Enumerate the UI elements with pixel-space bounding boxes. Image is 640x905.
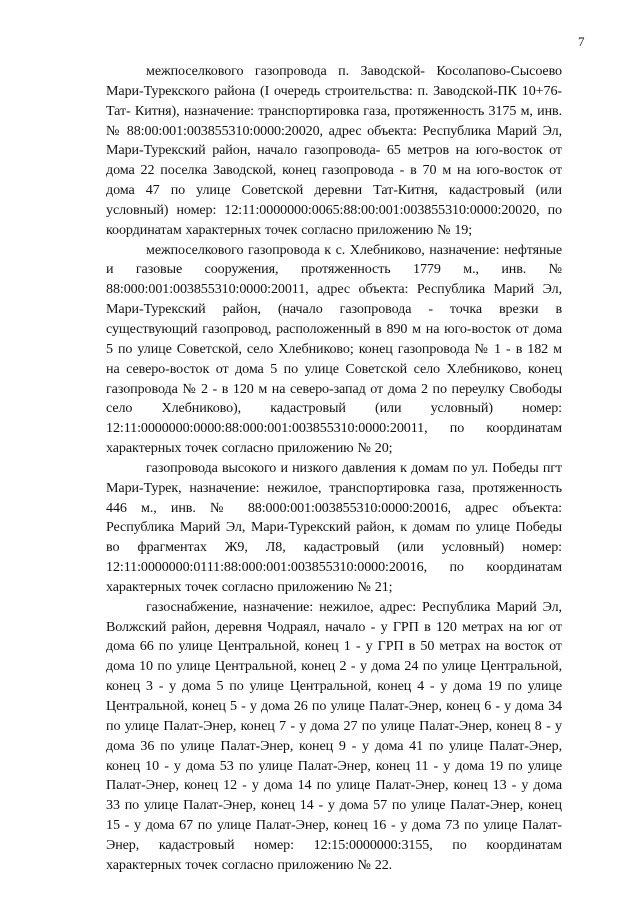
paragraph-gas-pipeline-pobedy-street: газопровода высокого и низкого давления к домам по ул. Победы пгт Мари-Турек, назначение: нежилое, транспортировка газа, протяженность 446 м., инв. № 88:000:001:003855310:0000:20016, адрес объекта: Республика Марий Эл, Мари-Турекский район, к домам по улице Победы во фрагментах Ж9, Л8, кадастровый (или условный) номер: 12:11:0000000:0111:88:000:001:003855310:0000:20016, по координатам характерных точек согласно приложению № 21; <box>106 459 562 595</box>
paragraph-gas-supply-chodrayal: газоснабжение, назначение: нежилое, адрес: Республика Марий Эл, Волжский район, деревня Чодраял, начало - у ГРП в 120 метрах на юг от дома 66 по улице Центральной, конец 1 - у ГРП в 50 метрах на восток от дома 10 по улице Центральной, конец 2 - у дома 24 по улице Центральной, конец 3 - у дома 5 по улице Центральной, конец 4 - у дома 19 по улице Центральной, конец 5 - у дома 26 по улице Палат-Энер, конец 6 - у дома 34 по улице Палат-Энер, конец 7 - у дома 27 по улице Палат-Энер, конец 8 - у дома 36 по улице Палат-Энер, конец 9 - у дома 41 по улице Палат-Энер, конец 10 - у дома 53 по улице Палат-Энер, конец 11 - у дома 19 по улице Палат-Энер, конец 12 - у дома 14 по улице Палат-Энер, конец 13 - у дома 33 по улице Палат-Энер, конец 14 - у дома 57 по улице Палат-Энер, конец 15 - у дома 67 по улице Палат-Энер, конец 16 - у дома 73 по улице Палат-Энер, кадастровый номер: 12:15:0000000:3155, по координатам характерных точек согласно приложению № 22. <box>106 598 562 873</box>
paragraph-gas-pipeline-zavodskoy: межпоселкового газопровода п. Заводской- Косолапово-Сысоево Мари-Турекского района (I очередь строительства: п. Заводской-ПК 10+76- Тат- Китня), назначение: транспортировка газа, протяженность 3175 м, инв. № 88:00:001:003855310:0000:20020, адрес объекта: Республика Марий Эл, Мари-Турекский район, начало газопровода- 65 метров на юго-восток от дома 22 поселка Заводской, конец газопровода - в 70 м на юго-восток от дома 47 по улице Советской деревни Тат-Китня, кадастровый (или условный) номер: 12:11:0000000:0065:88:00:001:003855310:0000:20020, по координатам характерных точек согласно приложению № 19; <box>106 63 562 238</box>
page-number: 7 <box>578 34 585 49</box>
document-body <box>106 62 562 876</box>
paragraph-gas-pipeline-khlebnikovo: межпоселкового газопровода к с. Хлебниково, назначение: нефтяные и газовые сооружения, протяженность 1779 м., инв. № 88:000:001:003855310:0000:20011, адрес объекта: Республика Марий Эл, Мари-Турекский район, (начало газопровода - точка врезки в существующий газопровод, расположенный в 890 м на юго-восток от дома 5 по улице Советской, село Хлебниково; конец газопровода № 1 - в 182 м на северо-восток от дома 5 по улице Советской село Хлебниково, конец газопровода № 2 - в 120 м на северо-запад от дома 2 по переулку Свободы село Хлебниково), кадастровый (или условный) номер: 12:11:0000000:0000:88:000:001:003855310:0000:20011, по координатам характерных точек согласно приложению № 20; <box>106 241 562 457</box>
